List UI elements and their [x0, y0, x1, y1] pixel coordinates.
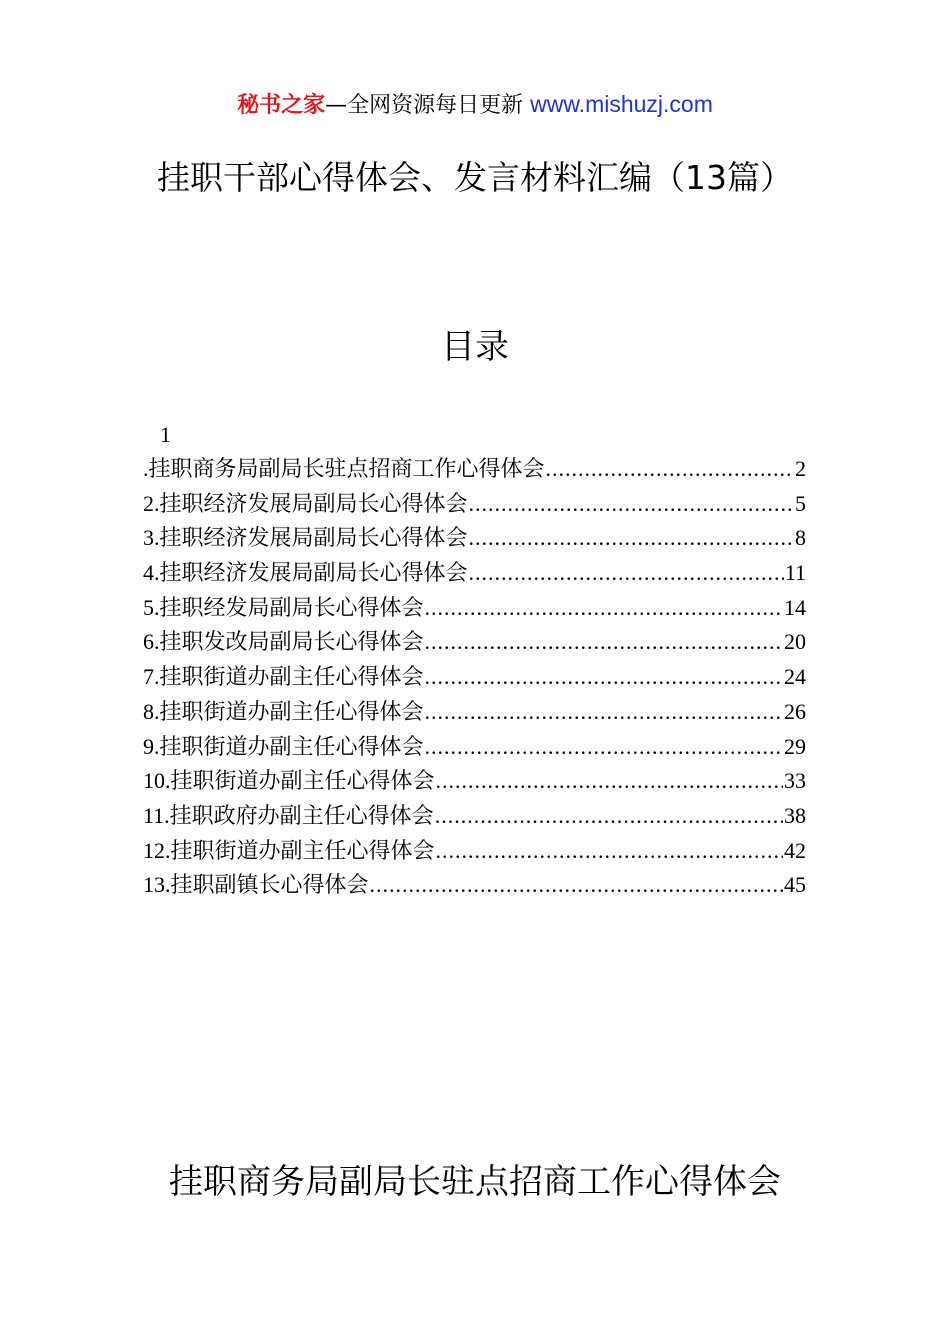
toc-entry[interactable] [143, 556, 806, 591]
toc-entry-label: 10.挂职街道办副主任心得体会 [143, 768, 435, 794]
toc-entry-page: 2 [795, 456, 806, 481]
toc-entry-label: 7.挂职街道办副主任心得体会 [143, 664, 424, 690]
toc-entry-label: 12.挂职街道办副主任心得体会 [143, 837, 435, 863]
toc-entry-page: 42 [784, 837, 806, 863]
toc-entry[interactable] [143, 834, 806, 869]
toc-dot-leader [370, 868, 783, 903]
toc-entry-label: 8.挂职街道办副主任心得体会 [143, 698, 424, 724]
toc-dot-leader [425, 625, 783, 660]
toc-entry-label: 2.挂职经济发展局副局长心得体会 [143, 490, 468, 516]
site-url-link[interactable]: www.mishuzj.com [530, 91, 713, 117]
toc-entry-page: 38 [784, 802, 806, 828]
toc-entry-page: 14 [784, 594, 806, 620]
toc-dot-leader [425, 730, 783, 765]
toc-entry[interactable] [143, 764, 806, 799]
table-of-contents [143, 418, 806, 903]
toc-entry-page: 29 [784, 733, 806, 759]
toc-dot-leader [546, 452, 794, 487]
toc-entry[interactable] [143, 521, 806, 556]
toc-entry-page: 45 [784, 872, 806, 898]
toc-dot-leader [425, 591, 783, 626]
toc-entry[interactable] [143, 868, 806, 903]
toc-dot-leader [435, 799, 783, 834]
toc-entry-label: 4.挂职经济发展局副局长心得体会 [143, 560, 468, 586]
toc-dot-leader [425, 660, 783, 695]
toc-entry-page: 5 [795, 490, 806, 516]
toc-entry[interactable] [143, 799, 806, 834]
toc-entry-label: 5.挂职经发局副局长心得体会 [143, 594, 424, 620]
toc-entry[interactable] [143, 660, 806, 695]
toc-heading: 目录 [441, 327, 509, 367]
toc-entry-label: 9.挂职街道办副主任心得体会 [143, 733, 424, 759]
toc-entry-label: .挂职商务局副局长驻点招商工作心得体会 [143, 456, 545, 481]
toc-entry-page: 33 [784, 768, 806, 794]
toc-entry[interactable] [143, 625, 806, 660]
toc-first-entry-number: 1 [160, 422, 171, 447]
toc-entry-label: 11.挂职政府办副主任心得体会 [143, 802, 434, 828]
toc-entry-page: 11 [784, 560, 806, 586]
toc-entry[interactable] [143, 695, 806, 730]
toc-entry[interactable] [143, 591, 806, 626]
toc-entry-page: 26 [784, 698, 806, 724]
toc-dot-leader [436, 764, 783, 799]
toc-entry-label: 13.挂职副镇长心得体会 [143, 872, 369, 898]
toc-dot-leader [436, 834, 783, 869]
toc-dot-leader [469, 487, 794, 522]
brand-name: 秘书之家 [237, 93, 326, 118]
toc-dot-leader [469, 556, 784, 591]
section-title: 挂职商务局副局长驻点招商工作心得体会 [169, 1162, 781, 1202]
toc-entry[interactable] [143, 487, 806, 522]
toc-dot-leader [469, 521, 794, 556]
toc-entry[interactable] [143, 452, 806, 487]
toc-entry[interactable] [143, 730, 806, 765]
toc-entry-page: 8 [795, 525, 806, 551]
toc-entry-label: 3.挂职经济发展局副局长心得体会 [143, 525, 468, 551]
toc-entry-page: 20 [784, 629, 806, 655]
toc-list [143, 452, 806, 903]
toc-dot-leader [425, 695, 783, 730]
toc-entry-label: 6.挂职发改局副局长心得体会 [143, 629, 424, 655]
document-title: 挂职干部心得体会、发言材料汇编（13篇） [157, 158, 793, 197]
site-tagline: —全网资源每日更新 [325, 93, 524, 118]
site-header [0, 88, 950, 122]
toc-entry-page: 24 [784, 664, 806, 690]
